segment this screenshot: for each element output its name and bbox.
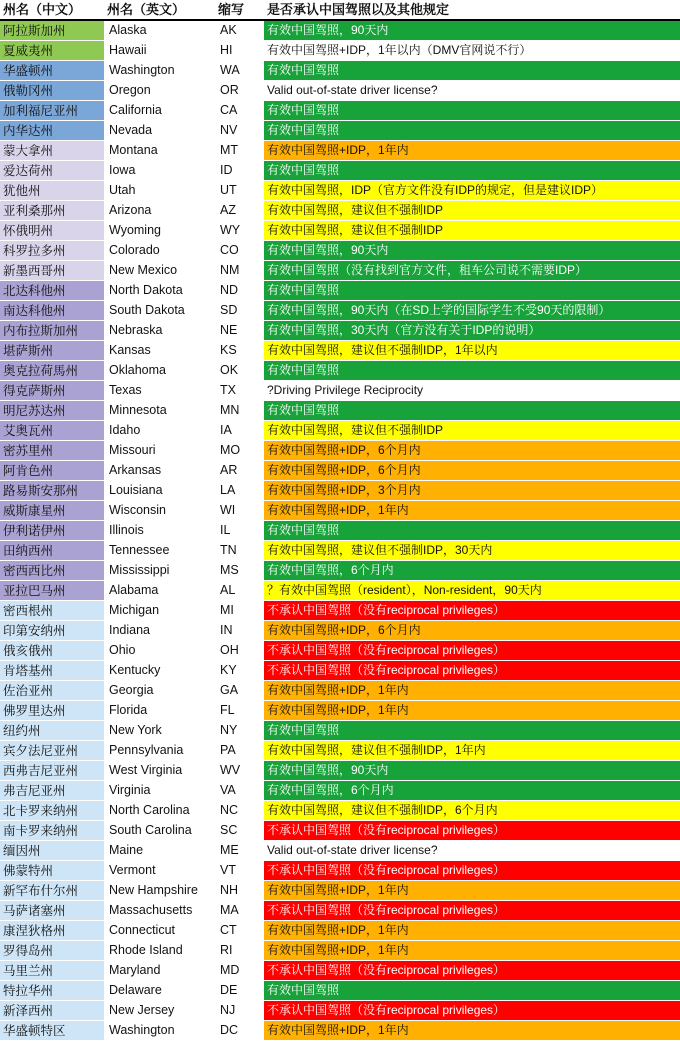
state-abbr: GA xyxy=(215,681,264,701)
state-name-en: Mississippi xyxy=(104,561,215,581)
state-name-en: Missouri xyxy=(104,441,215,461)
table-row xyxy=(0,701,680,721)
state-name-en: Washington xyxy=(104,1021,215,1041)
state-abbr: WV xyxy=(215,761,264,781)
license-rule: 有效中国驾照 xyxy=(264,981,680,1001)
state-abbr: ID xyxy=(215,161,264,181)
table-row xyxy=(0,361,680,381)
table-row xyxy=(0,681,680,701)
state-name-en: Oklahoma xyxy=(104,361,215,381)
table-row xyxy=(0,341,680,361)
table-row xyxy=(0,521,680,541)
state-abbr: OK xyxy=(215,361,264,381)
state-name-cn: 弗吉尼亚州 xyxy=(0,781,104,801)
state-name-cn: 威斯康星州 xyxy=(0,501,104,521)
state-abbr: NE xyxy=(215,321,264,341)
license-rule: Valid out-of-state driver license? xyxy=(264,841,680,861)
state-name-cn: 马里兰州 xyxy=(0,961,104,981)
license-rule: 有效中国驾照 xyxy=(264,121,680,141)
table-row xyxy=(0,901,680,921)
license-rule: ?Driving Privilege Reciprocity xyxy=(264,381,680,401)
state-abbr: VT xyxy=(215,861,264,881)
state-abbr: MI xyxy=(215,601,264,621)
state-name-cn: 阿肯色州 xyxy=(0,461,104,481)
table-row xyxy=(0,121,680,141)
state-name-en: Georgia xyxy=(104,681,215,701)
state-name-en: Texas xyxy=(104,381,215,401)
table-row xyxy=(0,481,680,501)
state-name-en: Colorado xyxy=(104,241,215,261)
state-abbr: FL xyxy=(215,701,264,721)
state-abbr: SD xyxy=(215,301,264,321)
state-name-en: Hawaii xyxy=(104,41,215,61)
header-abbr: 缩写 xyxy=(215,0,264,20)
license-rule: 有效中国驾照，建议但不强制IDP，1年内 xyxy=(264,741,680,761)
state-abbr: WI xyxy=(215,501,264,521)
state-abbr: MD xyxy=(215,961,264,981)
state-name-cn: 新墨西哥州 xyxy=(0,261,104,281)
state-name-cn: 北卡罗来纳州 xyxy=(0,801,104,821)
state-name-en: Alabama xyxy=(104,581,215,601)
state-name-cn: 亚拉巴马州 xyxy=(0,581,104,601)
state-name-en: Iowa xyxy=(104,161,215,181)
table-row xyxy=(0,761,680,781)
state-name-en: Delaware xyxy=(104,981,215,1001)
license-rule: 有效中国驾照，建议但不强制IDP xyxy=(264,421,680,441)
state-name-en: Arkansas xyxy=(104,461,215,481)
state-abbr: IN xyxy=(215,621,264,641)
table-row xyxy=(0,561,680,581)
state-name-cn: 犹他州 xyxy=(0,181,104,201)
state-name-cn: 特拉华州 xyxy=(0,981,104,1001)
state-name-cn: 马萨诸塞州 xyxy=(0,901,104,921)
state-name-en: Maine xyxy=(104,841,215,861)
state-name-en: New Hampshire xyxy=(104,881,215,901)
state-abbr: PA xyxy=(215,741,264,761)
state-name-en: Louisiana xyxy=(104,481,215,501)
state-abbr: IL xyxy=(215,521,264,541)
state-abbr: DC xyxy=(215,1021,264,1041)
state-abbr: AZ xyxy=(215,201,264,221)
license-rule: 有效中国驾照，6个月内 xyxy=(264,781,680,801)
state-name-en: Maryland xyxy=(104,961,215,981)
table-row xyxy=(0,941,680,961)
state-name-en: Nevada xyxy=(104,121,215,141)
license-rule: 有效中国驾照+IDP，1年内 xyxy=(264,141,680,161)
table-row xyxy=(0,841,680,861)
state-name-cn: 田纳西州 xyxy=(0,541,104,561)
license-rule: 有效中国驾照 xyxy=(264,361,680,381)
state-abbr: OH xyxy=(215,641,264,661)
license-rule: 有效中国驾照 xyxy=(264,721,680,741)
state-name-cn: 伊利诺伊州 xyxy=(0,521,104,541)
license-rule: 有效中国驾照，IDP（官方文件没有IDP的规定，但是建议IDP） xyxy=(264,181,680,201)
state-name-cn: 缅因州 xyxy=(0,841,104,861)
license-rule: 有效中国驾照 xyxy=(264,61,680,81)
license-rule: 有效中国驾照+IDP，1年以内（DMV官网说不行） xyxy=(264,41,680,61)
state-abbr: AL xyxy=(215,581,264,601)
table-row xyxy=(0,861,680,881)
state-abbr: MS xyxy=(215,561,264,581)
state-name-en: Wyoming xyxy=(104,221,215,241)
state-name-en: California xyxy=(104,101,215,121)
state-name-cn: 内布拉斯加州 xyxy=(0,321,104,341)
state-abbr: KY xyxy=(215,661,264,681)
table-row xyxy=(0,281,680,301)
table-row xyxy=(0,261,680,281)
license-rule: 有效中国驾照，90天内 xyxy=(264,20,680,41)
table-row xyxy=(0,601,680,621)
state-abbr: WY xyxy=(215,221,264,241)
state-abbr: NV xyxy=(215,121,264,141)
state-abbr: MN xyxy=(215,401,264,421)
state-name-en: South Carolina xyxy=(104,821,215,841)
state-abbr: ND xyxy=(215,281,264,301)
license-rule: 有效中国驾照+IDP，3个月内 xyxy=(264,481,680,501)
license-rule: 不承认中国驾照（没有reciprocal privileges） xyxy=(264,901,680,921)
state-name-cn: 北达科他州 xyxy=(0,281,104,301)
state-abbr: HI xyxy=(215,41,264,61)
table-row xyxy=(0,141,680,161)
state-name-en: New York xyxy=(104,721,215,741)
state-name-en: Vermont xyxy=(104,861,215,881)
license-rule: 有效中国驾照 xyxy=(264,521,680,541)
license-rule: 有效中国驾照，90天内 xyxy=(264,241,680,261)
state-name-cn: 俄勒冈州 xyxy=(0,81,104,101)
state-name-cn: 艾奥瓦州 xyxy=(0,421,104,441)
state-name-cn: 纽约州 xyxy=(0,721,104,741)
state-name-en: Connecticut xyxy=(104,921,215,941)
state-abbr: CT xyxy=(215,921,264,941)
state-name-en: Arizona xyxy=(104,201,215,221)
state-name-cn: 怀俄明州 xyxy=(0,221,104,241)
state-name-en: Utah xyxy=(104,181,215,201)
state-name-cn: 科罗拉多州 xyxy=(0,241,104,261)
state-name-cn: 印第安纳州 xyxy=(0,621,104,641)
state-abbr: AK xyxy=(215,20,264,41)
table-row xyxy=(0,821,680,841)
state-name-en: Wisconsin xyxy=(104,501,215,521)
state-abbr: MO xyxy=(215,441,264,461)
state-abbr: TX xyxy=(215,381,264,401)
license-rule: 不承认中国驾照（没有reciprocal privileges） xyxy=(264,601,680,621)
state-abbr: SC xyxy=(215,821,264,841)
state-abbr: NY xyxy=(215,721,264,741)
table-row xyxy=(0,401,680,421)
table-row xyxy=(0,881,680,901)
state-name-cn: 佛罗里达州 xyxy=(0,701,104,721)
state-name-en: South Dakota xyxy=(104,301,215,321)
license-rule: 不承认中国驾照（没有reciprocal privileges） xyxy=(264,961,680,981)
license-rule: 有效中国驾照，建议但不强制IDP xyxy=(264,201,680,221)
license-rule: 不承认中国驾照（没有reciprocal privileges） xyxy=(264,641,680,661)
state-name-en: Tennessee xyxy=(104,541,215,561)
state-abbr: AR xyxy=(215,461,264,481)
license-rule: 有效中国驾照，建议但不强制IDP，6个月内 xyxy=(264,801,680,821)
state-abbr: MT xyxy=(215,141,264,161)
table-row xyxy=(0,641,680,661)
state-name-cn: 新泽西州 xyxy=(0,1001,104,1021)
table-row xyxy=(0,461,680,481)
state-name-en: Idaho xyxy=(104,421,215,441)
state-name-cn: 亚利桑那州 xyxy=(0,201,104,221)
state-abbr: NJ xyxy=(215,1001,264,1021)
license-rule: 有效中国驾照 xyxy=(264,281,680,301)
state-name-en: Indiana xyxy=(104,621,215,641)
header-row xyxy=(0,0,680,20)
state-name-cn: 南卡罗来纳州 xyxy=(0,821,104,841)
table-row xyxy=(0,101,680,121)
table-row xyxy=(0,981,680,1001)
license-rule: 有效中国驾照+IDP，6个月内 xyxy=(264,441,680,461)
table-row xyxy=(0,921,680,941)
header-state-cn: 州名（中文） xyxy=(0,0,104,20)
table-row xyxy=(0,381,680,401)
state-name-en: West Virginia xyxy=(104,761,215,781)
state-abbr: WA xyxy=(215,61,264,81)
state-abbr: VA xyxy=(215,781,264,801)
license-rule: 有效中国驾照 xyxy=(264,101,680,121)
license-rule: 有效中国驾照，建议但不强制IDP，1年以内 xyxy=(264,341,680,361)
license-rule: 有效中国驾照+IDP，1年内 xyxy=(264,501,680,521)
license-rule: 有效中国驾照+IDP，6个月内 xyxy=(264,461,680,481)
state-name-en: North Carolina xyxy=(104,801,215,821)
license-rule: 有效中国驾照，6个月内 xyxy=(264,561,680,581)
table-row xyxy=(0,741,680,761)
state-name-cn: 西弗吉尼亚州 xyxy=(0,761,104,781)
state-abbr: KS xyxy=(215,341,264,361)
table-row xyxy=(0,661,680,681)
license-rule: 有效中国驾照+IDP，1年内 xyxy=(264,681,680,701)
state-abbr: CO xyxy=(215,241,264,261)
state-name-en: New Jersey xyxy=(104,1001,215,1021)
state-name-cn: 肯塔基州 xyxy=(0,661,104,681)
table-row xyxy=(0,161,680,181)
state-abbr: NH xyxy=(215,881,264,901)
license-rule: 有效中国驾照+IDP，1年内 xyxy=(264,701,680,721)
state-name-cn: 蒙大拿州 xyxy=(0,141,104,161)
license-rule: 有效中国驾照+IDP，6个月内 xyxy=(264,621,680,641)
state-abbr: MA xyxy=(215,901,264,921)
state-name-cn: 罗得岛州 xyxy=(0,941,104,961)
state-name-cn: 佐治亚州 xyxy=(0,681,104,701)
state-abbr: IA xyxy=(215,421,264,441)
license-rule: 有效中国驾照，建议但不强制IDP，30天内 xyxy=(264,541,680,561)
license-rule: 不承认中国驾照（没有reciprocal privileges） xyxy=(264,661,680,681)
state-abbr: UT xyxy=(215,181,264,201)
state-name-en: New Mexico xyxy=(104,261,215,281)
state-name-en: Montana xyxy=(104,141,215,161)
state-name-en: Minnesota xyxy=(104,401,215,421)
state-name-en: Ohio xyxy=(104,641,215,661)
license-rule: Valid out-of-state driver license? xyxy=(264,81,680,101)
table-row xyxy=(0,301,680,321)
table-row xyxy=(0,801,680,821)
license-rule: 有效中国驾照 xyxy=(264,401,680,421)
license-rule: ？有效中国驾照（resident），Non-resident，90天内 xyxy=(264,581,680,601)
license-rule: 不承认中国驾照（没有reciprocal privileges） xyxy=(264,861,680,881)
state-name-cn: 南达科他州 xyxy=(0,301,104,321)
state-name-cn: 华盛顿州 xyxy=(0,61,104,81)
license-rule: 有效中国驾照，建议但不强制IDP xyxy=(264,221,680,241)
state-name-cn: 新罕布什尔州 xyxy=(0,881,104,901)
table-row xyxy=(0,41,680,61)
state-name-cn: 内华达州 xyxy=(0,121,104,141)
table-row xyxy=(0,241,680,261)
state-name-en: Kentucky xyxy=(104,661,215,681)
license-rule: 有效中国驾照+IDP，1年内 xyxy=(264,941,680,961)
state-name-cn: 密苏里州 xyxy=(0,441,104,461)
state-name-en: Nebraska xyxy=(104,321,215,341)
state-abbr: OR xyxy=(215,81,264,101)
state-name-en: Pennsylvania xyxy=(104,741,215,761)
license-rule: 有效中国驾照 xyxy=(264,161,680,181)
state-abbr: ME xyxy=(215,841,264,861)
header-rule: 是否承认中国驾照以及其他规定 xyxy=(264,0,680,20)
table-row xyxy=(0,181,680,201)
license-rule: 有效中国驾照+IDP，1年内 xyxy=(264,881,680,901)
table-row xyxy=(0,501,680,521)
table-row xyxy=(0,541,680,561)
table-row xyxy=(0,621,680,641)
table-row xyxy=(0,1001,680,1021)
state-name-cn: 奥克拉荷馬州 xyxy=(0,361,104,381)
state-name-cn: 夏威夷州 xyxy=(0,41,104,61)
license-rule: 有效中国驾照+IDP，1年内 xyxy=(264,921,680,941)
state-name-en: Michigan xyxy=(104,601,215,621)
table-row xyxy=(0,781,680,801)
table-body xyxy=(0,20,680,1041)
license-rule: 有效中国驾照+IDP，1年内 xyxy=(264,1021,680,1041)
state-name-en: Oregon xyxy=(104,81,215,101)
state-name-cn: 宾夕法尼亚州 xyxy=(0,741,104,761)
license-rule: 有效中国驾照，30天内（官方没有关于IDP的说明） xyxy=(264,321,680,341)
state-name-en: Rhode Island xyxy=(104,941,215,961)
table-row xyxy=(0,441,680,461)
state-name-cn: 加利福尼亚州 xyxy=(0,101,104,121)
state-name-cn: 华盛顿特区 xyxy=(0,1021,104,1041)
state-abbr: TN xyxy=(215,541,264,561)
state-name-en: Kansas xyxy=(104,341,215,361)
table-row xyxy=(0,221,680,241)
state-name-cn: 密西西比州 xyxy=(0,561,104,581)
table-row xyxy=(0,421,680,441)
state-name-cn: 堪萨斯州 xyxy=(0,341,104,361)
table-row xyxy=(0,201,680,221)
state-name-cn: 得克萨斯州 xyxy=(0,381,104,401)
state-name-cn: 密西根州 xyxy=(0,601,104,621)
table-row xyxy=(0,81,680,101)
state-name-cn: 路易斯安那州 xyxy=(0,481,104,501)
table-row xyxy=(0,581,680,601)
table-row xyxy=(0,20,680,41)
state-abbr: CA xyxy=(215,101,264,121)
state-name-cn: 明尼苏达州 xyxy=(0,401,104,421)
table-row xyxy=(0,321,680,341)
state-name-cn: 俄亥俄州 xyxy=(0,641,104,661)
license-rule: 不承认中国驾照（没有reciprocal privileges） xyxy=(264,821,680,841)
state-name-en: Washington xyxy=(104,61,215,81)
state-name-en: Massachusetts xyxy=(104,901,215,921)
state-name-en: North Dakota xyxy=(104,281,215,301)
state-abbr: DE xyxy=(215,981,264,1001)
table-row xyxy=(0,961,680,981)
state-name-en: Virginia xyxy=(104,781,215,801)
state-name-en: Illinois xyxy=(104,521,215,541)
state-abbr: RI xyxy=(215,941,264,961)
state-name-en: Florida xyxy=(104,701,215,721)
state-name-cn: 佛蒙特州 xyxy=(0,861,104,881)
table-row xyxy=(0,1021,680,1041)
state-abbr: NC xyxy=(215,801,264,821)
header-state-en: 州名（英文） xyxy=(104,0,215,20)
license-rule: 有效中国驾照，90天内（在SD上学的国际学生不受90天的限制） xyxy=(264,301,680,321)
state-name-cn: 阿拉斯加州 xyxy=(0,20,104,41)
license-rule: 不承认中国驾照（没有reciprocal privileges） xyxy=(264,1001,680,1021)
state-abbr: LA xyxy=(215,481,264,501)
license-rule: 有效中国驾照（没有找到官方文件，租车公司说不需要IDP） xyxy=(264,261,680,281)
state-abbr: NM xyxy=(215,261,264,281)
table-row xyxy=(0,61,680,81)
license-rule: 有效中国驾照，90天内 xyxy=(264,761,680,781)
state-name-cn: 爱达荷州 xyxy=(0,161,104,181)
state-name-en: Alaska xyxy=(104,20,215,41)
state-name-cn: 康涅狄格州 xyxy=(0,921,104,941)
table-row xyxy=(0,721,680,741)
